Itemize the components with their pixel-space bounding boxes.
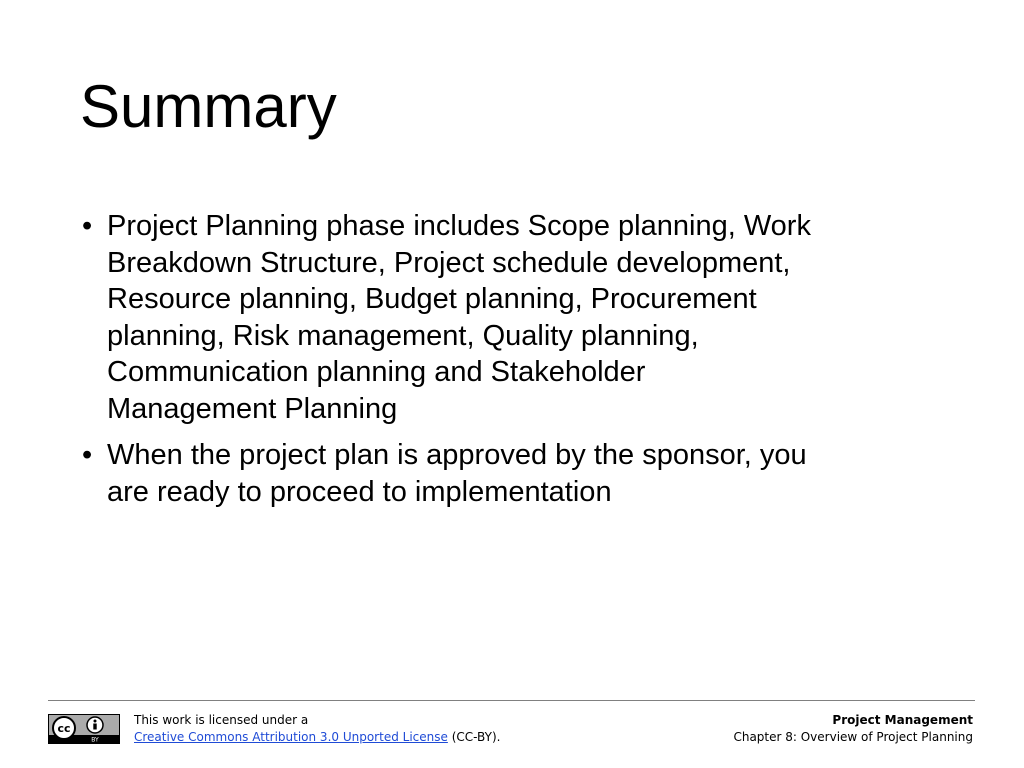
bullet-line: are ready to proceed to implementation (107, 475, 612, 508)
bullet-line: Communication planning and Stakeholder (107, 356, 646, 388)
bullet-line: When the project plan is approved by the sponsor, you (107, 439, 807, 471)
bullet-line: Project Planning phase includes Scope planning, Work (107, 210, 811, 242)
cc-label: cc (57, 722, 71, 735)
bullet-list (80, 208, 960, 520)
bullet-item-planning-phase (80, 208, 960, 427)
cc-by-license-icon[interactable] (48, 714, 120, 744)
license-link[interactable]: Creative Commons Attribution 3.0 Unported License (134, 730, 448, 744)
license-notice (134, 712, 500, 746)
license-suffix: (CC-BY). (447, 730, 501, 744)
bullet-line: Breakdown Structure, Project schedule development, (107, 246, 791, 279)
bullet-line: planning, Risk management, Quality planning, (107, 319, 699, 352)
footer-divider (48, 700, 975, 701)
bullet-item-approval (80, 437, 960, 510)
course-title: Project Management (832, 713, 973, 727)
bullet-line: Management Planning (107, 392, 398, 425)
by-label: BY (91, 736, 99, 743)
bullet-marker: • (82, 439, 93, 471)
course-info (733, 712, 973, 746)
cc-by-badge-graphic (49, 715, 119, 743)
license-prefix: This work is licensed under a (134, 713, 309, 727)
chapter-title: Chapter 8: Overview of Project Planning (733, 730, 973, 744)
bullet-line: Resource planning, Budget planning, Procurement (107, 283, 757, 315)
slide-title: Summary (80, 73, 337, 140)
bullet-marker: • (82, 210, 93, 242)
